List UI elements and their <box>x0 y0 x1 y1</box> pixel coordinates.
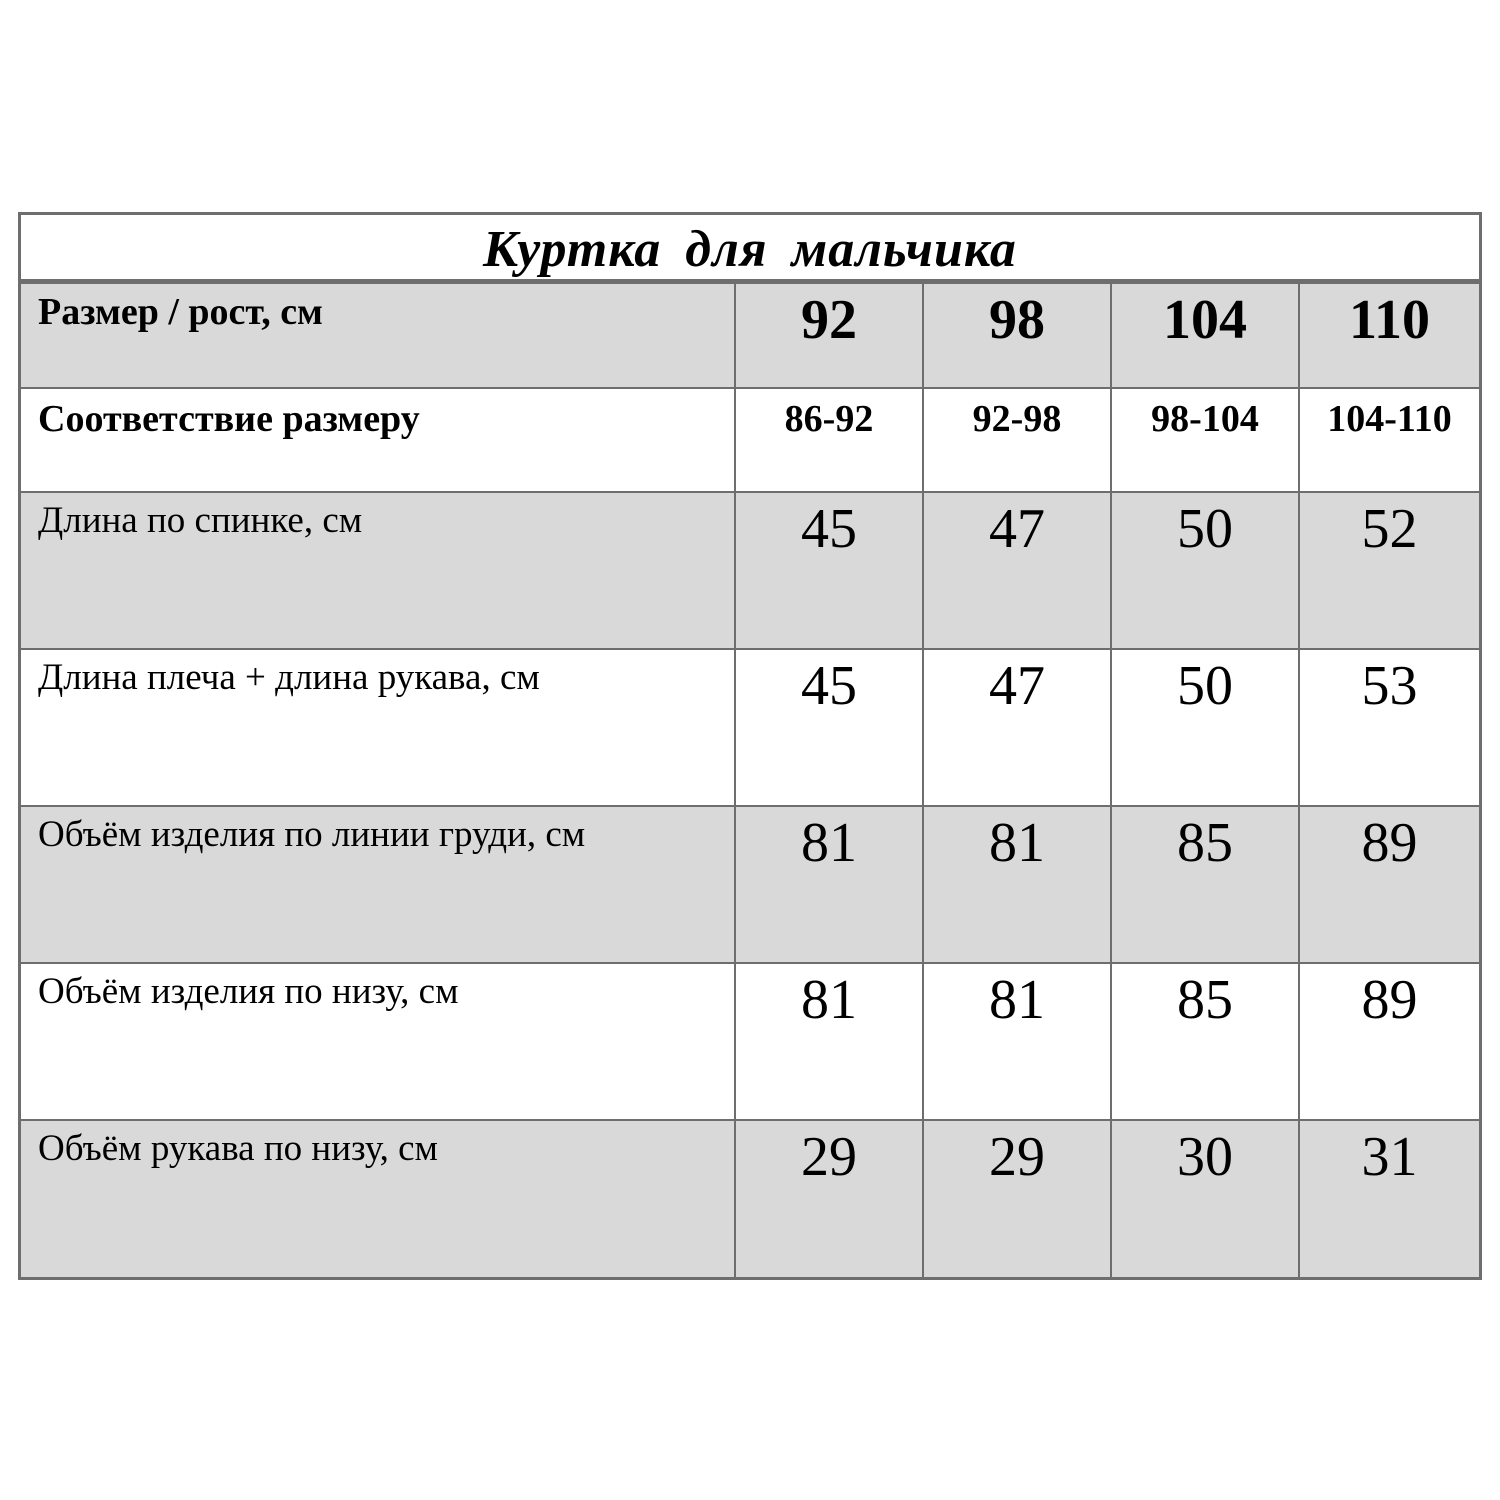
measurement-cell: 52 <box>1299 492 1479 649</box>
measurement-row <box>21 963 1479 1120</box>
measurement-cell: 29 <box>735 1120 923 1277</box>
measurement-cell: 81 <box>735 806 923 963</box>
measurement-cell: 81 <box>735 963 923 1120</box>
measurement-cell: 81 <box>923 806 1111 963</box>
measurement-cell: 47 <box>923 649 1111 806</box>
measurement-cell: 29 <box>923 1120 1111 1277</box>
correspondence-cell: 98-104 <box>1111 388 1299 492</box>
size-header-cell: 104 <box>1111 284 1299 388</box>
size-chart-table <box>18 212 1482 1280</box>
measurement-row <box>21 806 1479 963</box>
size-header-label: Размер / рост, см <box>21 284 735 388</box>
measurement-cell: 89 <box>1299 806 1479 963</box>
size-header-cell: 110 <box>1299 284 1479 388</box>
measurement-row <box>21 649 1479 806</box>
measurement-cell: 85 <box>1111 806 1299 963</box>
measurement-cell: 30 <box>1111 1120 1299 1277</box>
correspondence-cell: 92-98 <box>923 388 1111 492</box>
measurement-cell: 89 <box>1299 963 1479 1120</box>
measurement-label: Длина плеча + длина рукава, см <box>21 649 735 806</box>
size-grid <box>21 284 1479 1277</box>
correspondence-cell: 104-110 <box>1299 388 1479 492</box>
size-header-cell: 98 <box>923 284 1111 388</box>
measurement-cell: 50 <box>1111 492 1299 649</box>
measurement-row <box>21 492 1479 649</box>
measurement-cell: 45 <box>735 492 923 649</box>
measurement-cell: 81 <box>923 963 1111 1120</box>
measurement-label: Объём изделия по низу, см <box>21 963 735 1120</box>
table-title: Куртка для мальчика <box>21 215 1479 284</box>
measurement-label: Объём рукава по низу, см <box>21 1120 735 1277</box>
measurement-label: Объём изделия по линии груди, см <box>21 806 735 963</box>
correspondence-row <box>21 388 1479 492</box>
size-header-cell: 92 <box>735 284 923 388</box>
correspondence-cell: 86-92 <box>735 388 923 492</box>
measurement-cell: 45 <box>735 649 923 806</box>
size-header-row <box>21 284 1479 388</box>
measurement-cell: 47 <box>923 492 1111 649</box>
correspondence-label: Соответствие размеру <box>21 388 735 492</box>
measurement-row <box>21 1120 1479 1277</box>
measurement-cell: 50 <box>1111 649 1299 806</box>
measurement-cell: 31 <box>1299 1120 1479 1277</box>
measurement-label: Длина по спинке, см <box>21 492 735 649</box>
measurement-cell: 85 <box>1111 963 1299 1120</box>
measurement-cell: 53 <box>1299 649 1479 806</box>
